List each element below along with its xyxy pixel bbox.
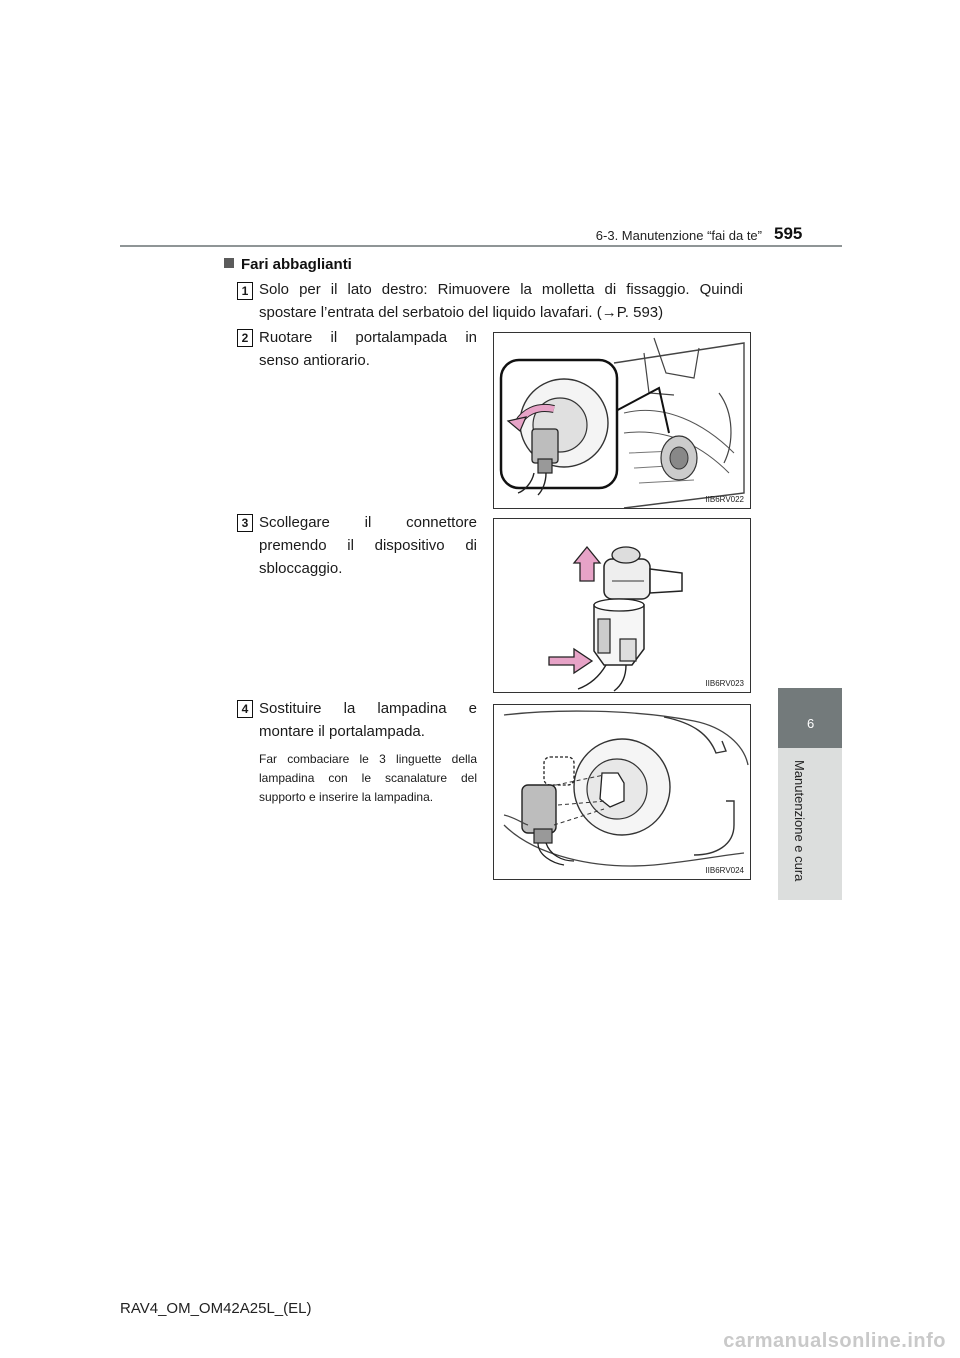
figure-bulb-holder-rotate bbox=[493, 332, 751, 509]
chapter-title: Manutenzione e cura bbox=[792, 760, 807, 882]
header-divider bbox=[120, 245, 842, 247]
step-4-text: Sostituire la lampadina e montare il portalampada. bbox=[259, 700, 477, 740]
figure-connector-release bbox=[493, 518, 751, 693]
step-3-text: Scollegare il connettore premendo il dispositivo di sbloccaggio. bbox=[259, 514, 477, 577]
chapter-tab[interactable] bbox=[778, 688, 842, 748]
bulb-install-illustration bbox=[494, 705, 750, 879]
step-2-text: Ruotare il portalampada in senso antiorario. bbox=[259, 329, 477, 369]
step-number-badge: 2 bbox=[237, 329, 253, 347]
site-watermark: carmanualsonline.info bbox=[723, 1330, 946, 1352]
square-bullet-icon bbox=[224, 258, 234, 268]
step-1-text: Solo per il lato destro: Rimuovere la molletta di fissaggio. Quindi spostare l’entrata del serbatoio del liquido lavafari. (→P. 593) bbox=[259, 281, 743, 321]
chapter-title-label bbox=[778, 748, 842, 900]
figure-code: IIB6RV024 bbox=[705, 866, 744, 875]
step-number-badge: 3 bbox=[237, 514, 253, 532]
connector-release-illustration bbox=[494, 519, 750, 692]
figure-code: IIB6RV022 bbox=[705, 495, 744, 504]
section-title: Fari abbaglianti bbox=[241, 256, 352, 273]
figure-code: IIB6RV023 bbox=[705, 679, 744, 688]
section-heading bbox=[224, 256, 352, 273]
step-number-badge: 1 bbox=[237, 282, 253, 300]
figure-bulb-install bbox=[493, 704, 751, 880]
step-4-note: Far combaciare le 3 linguette della lampadina con le scanalature del supporto e inserire la lampadina. bbox=[259, 752, 477, 804]
page-number: 595 bbox=[774, 224, 803, 243]
step-number-badge: 4 bbox=[237, 700, 253, 718]
document-code: RAV4_OM_OM42A25L_(EL) bbox=[120, 1300, 312, 1317]
bulb-holder-rotate-illustration bbox=[494, 333, 750, 508]
chapter-number: 6 bbox=[807, 716, 815, 731]
running-header-section: 6-3. Manutenzione “fai da te” bbox=[595, 228, 762, 243]
